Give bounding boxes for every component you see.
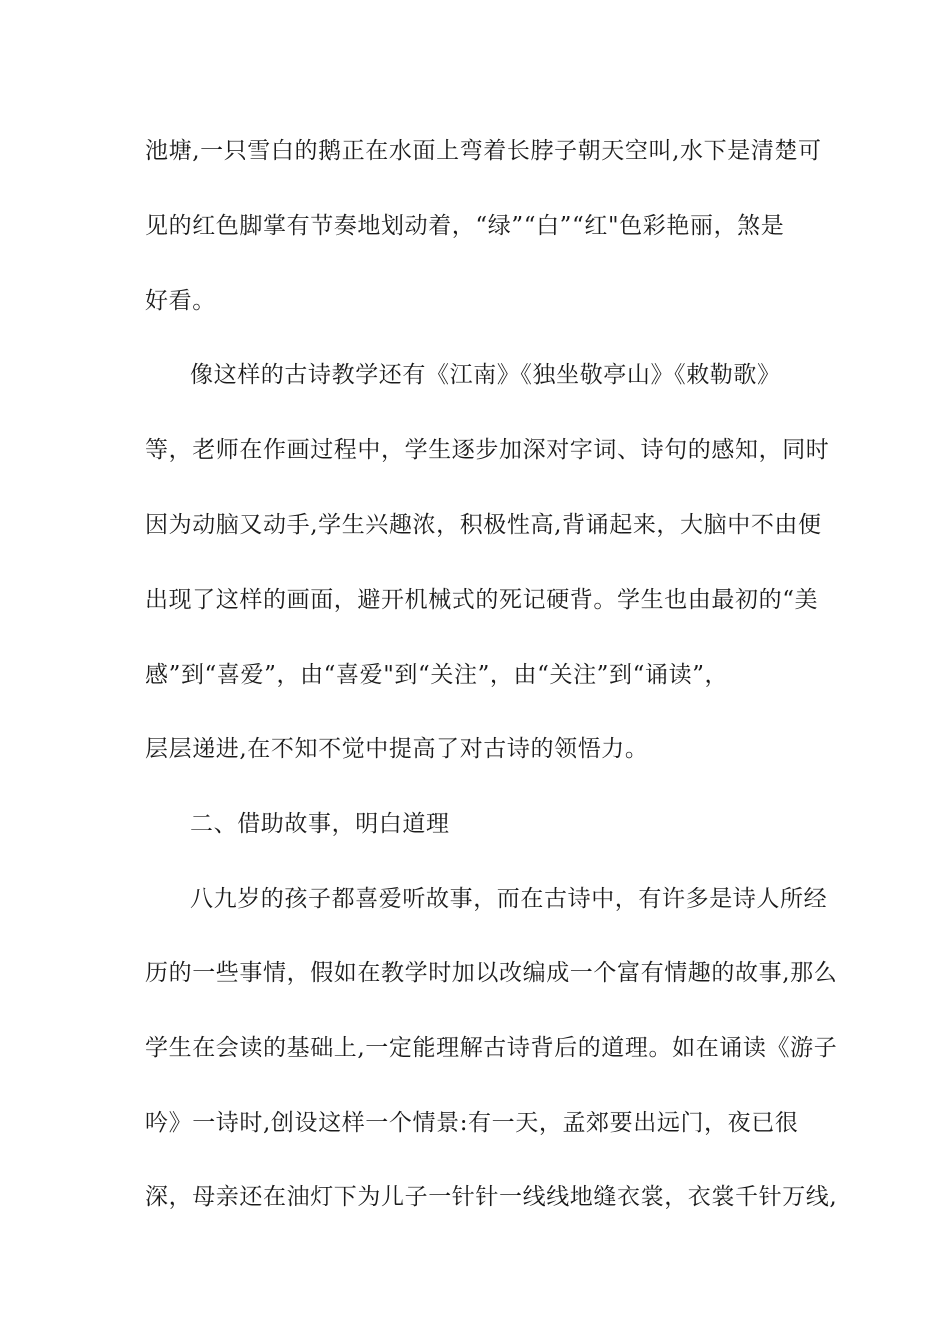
text-line: 深，母亲还在油灯下为儿子一针针一线线地缝衣裳，衣裳千针万线, bbox=[145, 1184, 838, 1210]
text-line: 层层递进,在不知不觉中提高了对古诗的领悟力。 bbox=[145, 736, 649, 762]
text-line: 池塘,一只雪白的鹅正在水面上弯着长脖子朝天空叫,水下是清楚可 bbox=[145, 138, 822, 164]
paragraph-start-line: 八九岁的孩子都喜爱听故事，而在古诗中，有许多是诗人所经 bbox=[190, 886, 828, 912]
text-line: 历的一些事情，假如在教学时加以改编成一个富有情趣的故事,那么 bbox=[145, 960, 838, 986]
text-line: 感”到“喜爱”，由“喜爱"到“关注”，由“关注”到“诵读”， bbox=[145, 662, 729, 688]
text-line: 见的红色脚掌有节奏地划动着，“绿”“白”“红"色彩艳丽，煞是 bbox=[145, 213, 785, 239]
text-line: 等，老师在作画过程中，学生逐步加深对字词、诗句的感知，同时 bbox=[145, 437, 830, 463]
text-line: 因为动脑又动手,学生兴趣浓，积极性高,背诵起来，大脑中不由便 bbox=[145, 512, 822, 538]
text-line: 学生在会读的基础上,一定能理解古诗背后的道理。如在诵读《游子 bbox=[145, 1035, 838, 1061]
text-line: 出现了这样的画面，避开机械式的死记硬背。学生也由最初的“美 bbox=[145, 587, 819, 613]
paragraph-start-line: 像这样的古诗教学还有《江南》《独坐敬亭山》《敕勒歌》 bbox=[190, 362, 781, 388]
section-heading: 二、借助故事，明白道理 bbox=[190, 811, 450, 837]
text-line: 好看。 bbox=[145, 288, 216, 314]
text-line: 吟》一诗时,创设这样一个情景:有一天，孟郊要出远门，夜已很 bbox=[145, 1110, 799, 1136]
